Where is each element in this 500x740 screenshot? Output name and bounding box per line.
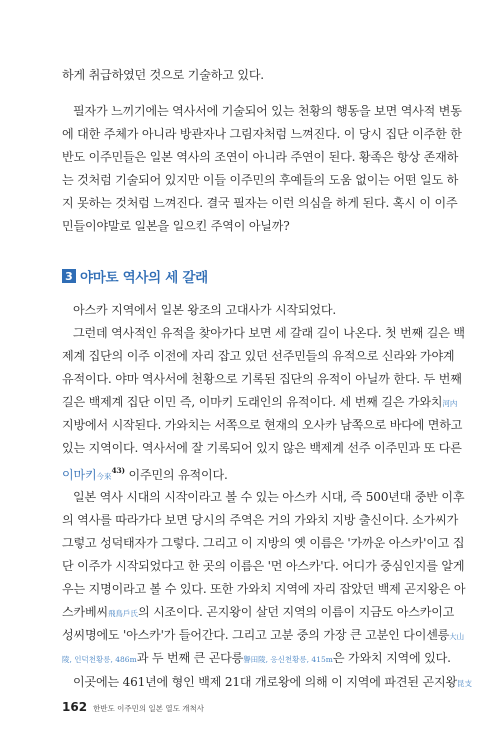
footnote-ref: 43) (111, 466, 125, 475)
text-line: 하게 취급하였던 것으로 기술하고 있다. (62, 68, 264, 82)
hanja-gloss: 譽田陵, 응신천황릉, 415m (243, 655, 333, 664)
text-run: 의 시조이다. 곤지왕이 살던 지역의 이름이 지금도 아스카이고 (137, 605, 455, 619)
text-line: 의 역사를 따라가다 보면 당시의 주역은 거의 가와치 지방 출신이다. 소가씨가 (62, 513, 459, 527)
book-title: 한반도 이주민의 일본 열도 개척사 (93, 704, 205, 713)
text-line: 있는 지역이다. 역사서에 잘 기록되어 있지 않은 백제계 선주 이주민과 또 다른 (62, 441, 462, 455)
text-line: 에 대한 주체가 아니라 방관자나 그림자처럼 느껴진다. 이 당시 집단 이주한 한 (62, 127, 462, 141)
text-line (62, 672, 472, 692)
hanja-gloss: 陵, 인덕천황릉, 486m (62, 655, 137, 664)
hanja-gloss: 今來 (96, 472, 112, 481)
text-line (62, 461, 444, 481)
text-line: 지방에서 시작된다. 가와치는 서쪽으로 현재의 오사카 남쪽으로 바다에 면하고 (62, 418, 463, 432)
page-number: 162 (62, 700, 88, 714)
text-line (62, 392, 458, 412)
text-line: 일본 역사 시대의 시작이라고 볼 수 있는 아스카 시대, 즉 500년대 중반 이후 (73, 490, 465, 504)
text-line (62, 648, 451, 668)
section-heading (62, 266, 208, 286)
text-line: 그런데 역사적인 유적을 찾아가다 보면 세 갈래 길이 나온다. 첫 번째 길은 백 (73, 326, 465, 340)
text-line: 는 것처럼 기술되어 있지만 이들 이주민의 후예들의 도움 없이는 어떤 일도 하 (62, 173, 459, 187)
text-line: 지 못하는 것처럼 느껴진다. 결국 필자는 이런 의심을 하게 된다. 혹시 이 이주 (62, 196, 458, 210)
text-run: 은 가와치 지역에 있다. (332, 651, 451, 665)
text-run: 성씨명에도 '아스카'가 들어간다. 그리고 고분 중의 가장 큰 고분인 다이센릉 (62, 628, 450, 642)
text-line: 유적이다. 야마 역사서에 천황으로 기록된 집단의 유적이 아닐까 한다. 두 번째 (62, 372, 462, 386)
text-line: 단 이주가 시작되었다고 한 곳의 이름은 '먼 아스카'다. 어디가 중심인지를 알게 (62, 559, 465, 573)
hanja-gloss: 大山 (449, 632, 465, 641)
section-title: 야마토 역사의 세 갈래 (80, 270, 208, 286)
text-run: 길은 백제계 집단 이민 즉, 이마키 도래인의 유적이다. 세 번째 길은 가와치 (62, 395, 443, 409)
text-line: 제계 집단의 이주 이전에 자리 잡고 있던 선주민들의 유적으로 신라와 가야계 (62, 349, 455, 363)
text-run: 스카베씨 (62, 605, 108, 619)
hanja-gloss: 河内 (442, 399, 458, 408)
text-line: 반도 이주민들은 일본 역사의 조연이 아니라 주연이 된다. 황족은 항상 존재하 (62, 150, 459, 164)
text-line: 그렇고 성덕태자가 그렇다. 그리고 이 지방의 옛 이름은 '가까운 아스카'이고 집 (62, 536, 465, 550)
text-line: 우는 지명이라고 볼 수 있다. 또한 가와치 지역에 자리 잡았던 백제 곤지왕은 아 (62, 582, 466, 596)
page-footer (62, 700, 204, 716)
text-line: 민들이야말로 일본을 일으킨 주역이 아닐까? (62, 219, 290, 233)
text-line (62, 625, 465, 645)
text-line: 필자가 느끼기에는 역사서에 기술되어 있는 천황의 행동을 보면 역사적 변동 (73, 104, 462, 118)
section-number-badge: 3 (62, 269, 76, 283)
emphasized-term: 이마키 (62, 468, 97, 482)
text-run: 과 두 번째 큰 곤다릉 (136, 651, 244, 665)
hanja-gloss: 昆支 (456, 679, 472, 688)
text-run: 이곳에는 461년에 형인 백제 21대 개로왕에 의해 이 지역에 파견된 곤지왕 (73, 675, 457, 689)
text-run: 이주민의 유적이다. (124, 468, 228, 482)
text-line: 아스카 지역에서 일본 왕조의 고대사가 시작되었다. (73, 303, 336, 317)
text-line (62, 602, 455, 622)
hanja-gloss: 飛鳥戶氏 (107, 609, 138, 618)
